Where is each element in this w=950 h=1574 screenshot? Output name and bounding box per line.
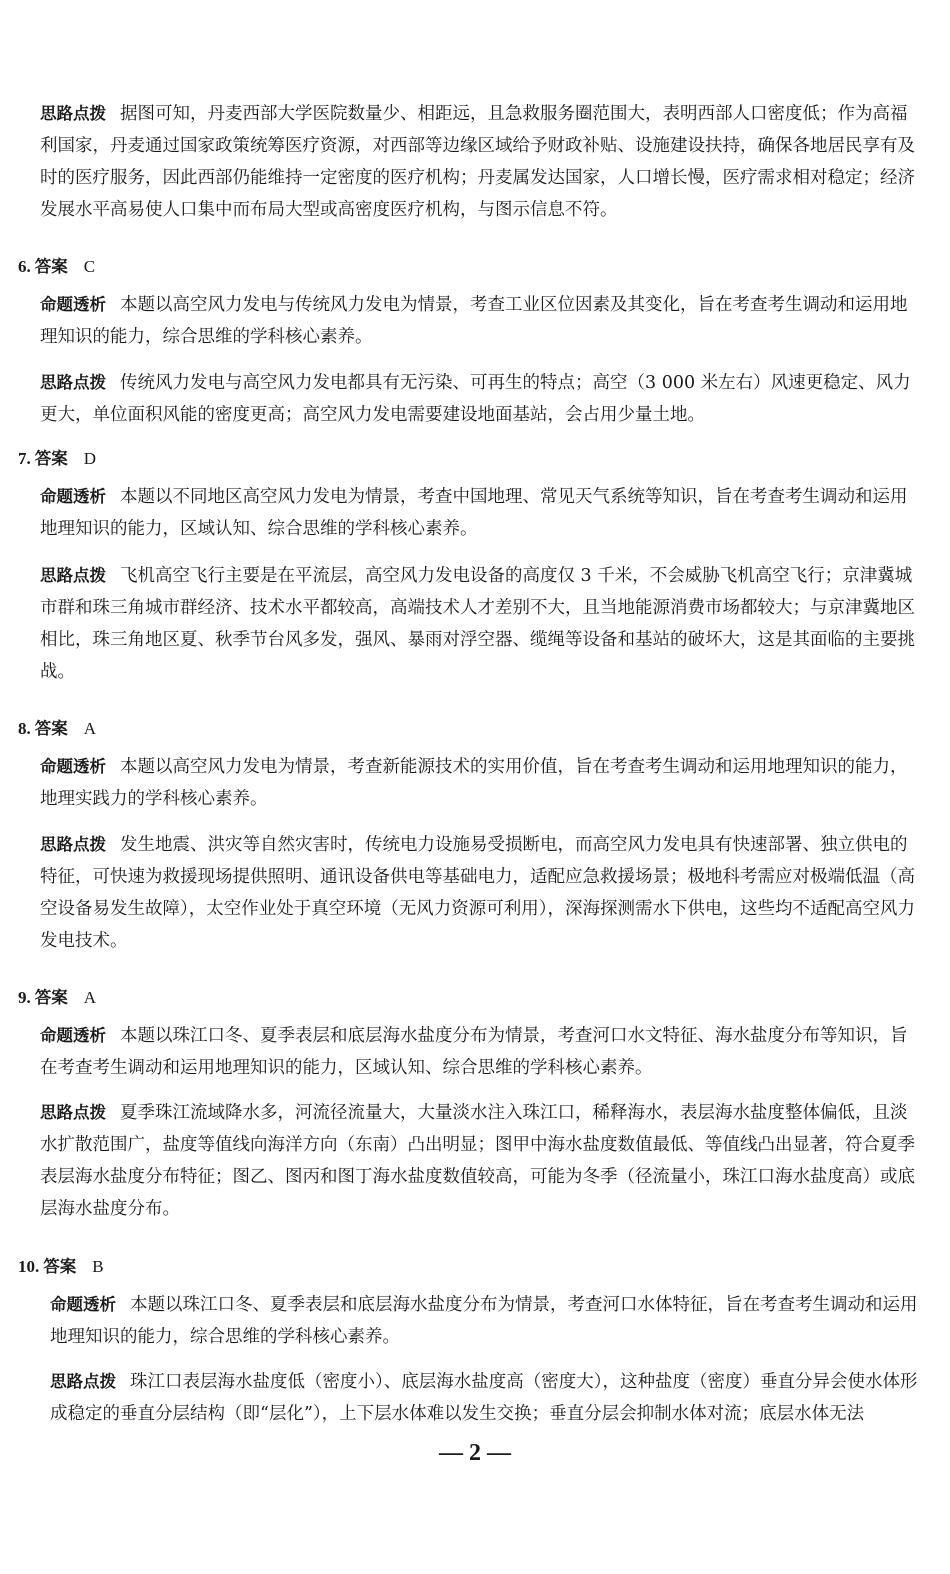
q8-analysis (40, 829, 924, 957)
q10-intent (50, 1289, 924, 1353)
q9-analysis (40, 1097, 924, 1225)
intent-text: 本题以高空风力发电与传统风力发电为情景，考查工业区位因素及其变化，旨在考查考生调动和运用地理知识的能力，综合思维的学科核心素养。 (40, 295, 908, 347)
intent-label: 命题透析 (40, 487, 106, 506)
intent-text: 本题以珠江口冬、夏季表层和底层海水盐度分布为情景，考查河口水文特征、海水盐度分布等知识，旨在考查考生调动和运用地理知识的能力，区域认知、综合思维的学科核心素养。 (40, 1026, 908, 1078)
question-number: 9. (18, 988, 31, 1007)
analysis-text: 传统风力发电与高空风力发电都具有无污染、可再生的特点；高空（3 000 米左右）风速更稳定、风力更大，单位面积风能的密度更高；高空风力发电需要建设地面基站，会占用少量土地。 (40, 373, 911, 425)
answer-label: 答案 (34, 719, 68, 738)
intent-text: 本题以高空风力发电为情景，考查新能源技术的实用价值，旨在考查考生调动和运用地理知识的能力，地理实践力的学科核心素养。 (40, 757, 908, 809)
page-number: — 2 — (439, 1440, 511, 1466)
answer-letter: A (83, 719, 97, 738)
intent-label: 命题透析 (40, 295, 106, 314)
q8-answer (18, 713, 96, 745)
intent-text: 本题以珠江口冬、夏季表层和底层海水盐度分布为情景，考查河口水体特征，旨在考查考生调动和运用地理知识的能力，综合思维的学科核心素养。 (50, 1295, 918, 1347)
answer-label: 答案 (34, 988, 68, 1007)
q6-answer (18, 251, 95, 283)
analysis-text: 夏季珠江流域降水多，河流径流量大，大量淡水注入珠江口，稀释海水，表层海水盐度整体偏低，且淡水扩散范围广，盐度等值线向海洋方向（东南）凸出明显；图甲中海水盐度数值最低、等值线凸出显著，符合夏季表层海水盐度分布特征；图乙、图丙和图丁海水盐度数值较高，可能为冬季（径流量小，珠江口海水盐度高）或底层海水盐度分布。 (40, 1103, 915, 1219)
answer-letter: D (83, 449, 97, 468)
q9-answer (18, 982, 96, 1014)
analysis-label: 思路点拨 (40, 835, 106, 854)
q8-intent (40, 751, 924, 815)
analysis-label: 思路点拨 (50, 1372, 116, 1391)
q6-intent (40, 289, 924, 353)
q10-answer (18, 1251, 104, 1283)
question-number: 6. (18, 257, 31, 276)
analysis-text: 珠江口表层海水盐度低（密度小）、底层海水盐度高（密度大），这种盐度（密度）垂直分异会使水体形成稳定的垂直分层结构（即“层化”），上下层水体难以发生交换；垂直分层会抑制水体对流；底层水体无法 (50, 1372, 918, 1424)
q7-answer (18, 443, 96, 475)
q10-analysis (50, 1366, 924, 1430)
intent-label: 命题透析 (40, 1026, 106, 1045)
q9-intent (40, 1020, 924, 1084)
analysis-label: 思路点拨 (40, 373, 106, 392)
question-number: 8. (18, 719, 31, 738)
q6-analysis (40, 367, 924, 431)
analysis-text: 据图可知，丹麦西部大学医院数量少、相距远，且急救服务圈范围大，表明西部人口密度低；作为高福利国家，丹麦通过国家政策统筹医疗资源，对西部等边缘区域给予财政补贴、设施建设扶持，确保各地居民享有及时的医疗服务，因此西部仍能维持一定密度的医疗机构；丹麦属发达国家，人口增长慢，医疗需求相对稳定；经济发展水平高易使人口集中而布局大型或高密度医疗机构，与图示信息不符。 (40, 104, 915, 220)
answer-letter: C (83, 257, 96, 276)
analysis-label: 思路点拨 (40, 104, 106, 123)
intent-text: 本题以不同地区高空风力发电为情景，考查中国地理、常见天气系统等知识，旨在考查考生调动和运用地理知识的能力，区域认知、综合思维的学科核心素养。 (40, 487, 908, 539)
analysis-text: 发生地震、洪灾等自然灾害时，传统电力设施易受损断电，而高空风力发电具有快速部署、独立供电的特征，可快速为救援现场提供照明、通讯设备供电等基础电力，适配应急救援场景；极地科考需应对极端低温（高空设备易发生故障），太空作业处于真空环境（无风力资源可利用），深海探测需水下供电，这些均不适配高空风力发电技术。 (40, 835, 915, 951)
intent-label: 命题透析 (50, 1295, 116, 1314)
q5-analysis (40, 98, 924, 226)
answer-letter: A (83, 988, 97, 1007)
analysis-label: 思路点拨 (40, 1103, 106, 1122)
q7-analysis (40, 560, 924, 688)
q7-intent (40, 481, 924, 545)
intent-label: 命题透析 (40, 757, 106, 776)
answer-label: 答案 (34, 257, 68, 276)
answer-label: 答案 (43, 1257, 77, 1276)
answer-label: 答案 (34, 449, 68, 468)
analysis-text: 飞机高空飞行主要是在平流层，高空风力发电设备的高度仅 3 千米，不会威胁飞机高空飞行；京津冀城市群和珠三角城市群经济、技术水平都较高，高端技术人才差别不大，且当地能源消费市场都较大；与京津冀地区相比，珠三角地区夏、秋季节台风多发，强风、暴雨对浮空器、缆绳等设备和基站的破坏大，这是其面临的主要挑战。 (40, 566, 915, 682)
question-number: 7. (18, 449, 31, 468)
analysis-label: 思路点拨 (40, 566, 106, 585)
answer-letter: B (92, 1257, 104, 1276)
question-number: 10. (18, 1257, 40, 1276)
